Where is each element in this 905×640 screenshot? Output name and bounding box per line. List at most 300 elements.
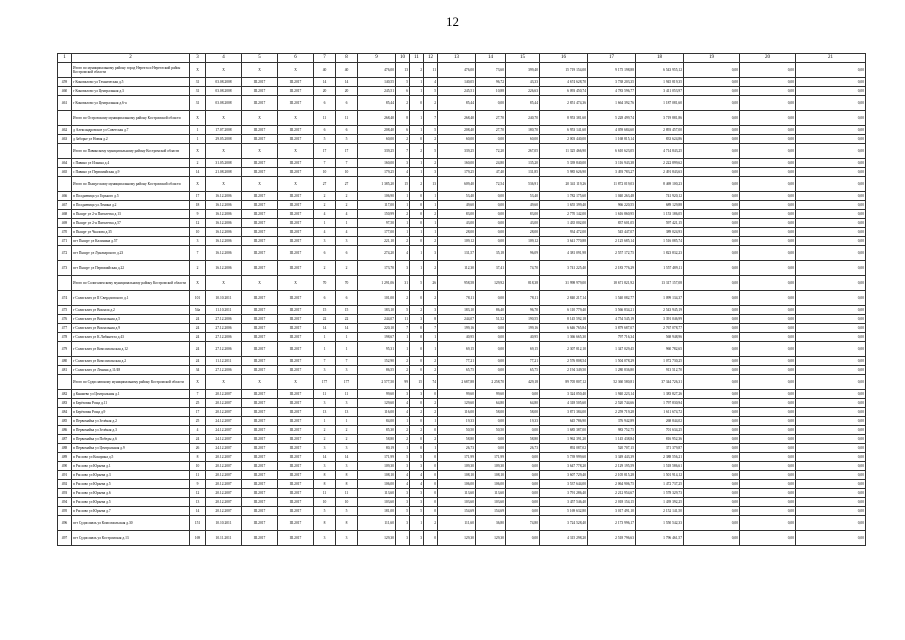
table-cell: 13 [396, 63, 410, 78]
table-cell: 2 687,88 [438, 375, 476, 390]
table-cell: 160,00 [358, 159, 396, 168]
table-cell: 50,50 [438, 426, 476, 435]
table-cell: 117,00 [358, 201, 396, 210]
table-cell: III.2017 [242, 168, 278, 177]
table-cell: 11 [314, 489, 336, 498]
table-cell: 7 [314, 159, 336, 168]
table-cell: 3 724 528,40 [540, 516, 588, 531]
table-cell: 5 [314, 507, 336, 516]
table-cell: 1 940 223,14 [588, 390, 636, 399]
table-cell: III.2017 [278, 210, 314, 219]
address-cell: п Первомайка ул Зелёная д.2 [72, 417, 190, 426]
table-body [58, 63, 866, 546]
table-cell: 96,72 [476, 78, 506, 87]
table-cell: 489 [58, 453, 72, 462]
table-cell: 497 [58, 531, 72, 546]
table-cell: 129,30 [438, 531, 476, 546]
table-cell: 0 [410, 96, 424, 111]
table-cell: 6 646 765,84 [540, 324, 588, 333]
table-cell: 24 [190, 315, 206, 324]
column-header: 19 [684, 54, 740, 63]
table-cell: 0,00 [684, 342, 740, 357]
table-cell: 0,00 [740, 453, 796, 462]
table-cell: III.2017 [242, 201, 278, 210]
table-cell: 27,70 [476, 111, 506, 126]
table-cell: 478 [58, 333, 72, 342]
table-cell: 154,69 [438, 507, 476, 516]
table-cell: 9 [190, 210, 206, 219]
table-cell: 26,73 [506, 444, 540, 453]
address-cell: г Коновалово ул Техническая д.5 [72, 78, 190, 87]
table-cell: 468 [58, 210, 72, 219]
table-cell: 3 [396, 159, 410, 168]
table-cell: 0,00 [740, 498, 796, 507]
table-cell: 0,00 [684, 462, 740, 471]
table-cell: 11 [336, 489, 358, 498]
table-cell: 4 783 596,77 [588, 87, 636, 96]
address-cell: п Полдневица ул Ленина д.2 [72, 201, 190, 210]
table-cell: X [278, 276, 314, 291]
table-cell: 536,91 [506, 177, 540, 192]
table-cell: 0,00 [684, 516, 740, 531]
table-cell: 339,25 [438, 144, 476, 159]
table-cell: 0,00 [740, 144, 796, 159]
table-cell: 2 [424, 366, 438, 375]
table-cell: 3 738 203,35 [588, 78, 636, 87]
table-cell: 3 [336, 237, 358, 246]
table-cell: X [206, 177, 242, 192]
table-cell: 483 [58, 399, 72, 408]
table-cell: 1 [336, 333, 358, 342]
table-cell: 43,00 [506, 219, 540, 228]
table-cell: 198,67 [358, 333, 396, 342]
table-row [58, 426, 866, 435]
table-cell: III.2017 [278, 192, 314, 201]
table-cell: 3 [410, 531, 424, 546]
table-cell: 0,00 [684, 192, 740, 201]
table-cell: 3 [410, 498, 424, 507]
table-cell: III.2017 [242, 78, 278, 87]
column-header: 6 [278, 54, 314, 63]
table-cell: 0,00 [740, 324, 796, 333]
table-cell: 0,00 [740, 399, 796, 408]
table-cell: 0,00 [506, 531, 540, 546]
table-cell: 226,63 [506, 87, 540, 96]
table-cell: 4 714 843,25 [636, 144, 684, 159]
table-cell: 4 674 628,70 [540, 78, 588, 87]
table-cell: 16.12.2006 [206, 261, 242, 276]
table-cell: 4 318 505,60 [540, 399, 588, 408]
table-cell: 25 [190, 417, 206, 426]
table-cell: 1 550 542,33 [636, 516, 684, 531]
table-cell: 490 [58, 462, 72, 471]
table-cell: 0,00 [796, 276, 866, 291]
table-cell: 10 [190, 228, 206, 237]
table-cell: X [278, 111, 314, 126]
table-cell: 26,73 [438, 444, 476, 453]
table-row [58, 306, 866, 315]
table-cell: X [206, 375, 242, 390]
table-row [58, 333, 866, 342]
table-cell: 2 183 776,29 [588, 261, 636, 276]
table-cell: 0 [410, 192, 424, 201]
table-cell: 0,00 [740, 219, 796, 228]
table-cell: 0 [410, 291, 424, 306]
table-cell: 27.12.2006 [206, 324, 242, 333]
table-cell: 11 [336, 390, 358, 399]
table-cell: 481 [58, 366, 72, 375]
table-cell: 20 [336, 87, 358, 96]
table-cell: 86,55 [358, 366, 396, 375]
table-cell: 0,00 [796, 453, 866, 462]
column-header: 14 [476, 54, 506, 63]
table-cell: 1 797 830,94 [636, 399, 684, 408]
table-cell: 2 018 154,15 [588, 498, 636, 507]
table-cell: 2 [396, 426, 410, 435]
address-cell: д Княжево ул Центральная д.1 [72, 390, 190, 399]
table-cell: 0 [410, 444, 424, 453]
table-cell: 15 [396, 177, 410, 192]
table-cell: 108,10 [358, 471, 396, 480]
table-cell: 2 [424, 435, 438, 444]
table-cell: 160,00 [438, 159, 476, 168]
table-cell: 0,00 [684, 126, 740, 135]
table-cell: 77,21 [438, 357, 476, 366]
table-cell: 109,12 [438, 237, 476, 246]
table-cell: 0,00 [740, 87, 796, 96]
table-cell: 7 [314, 357, 336, 366]
table-cell: 109,30 [438, 462, 476, 471]
table-cell: 2 851 474,36 [540, 96, 588, 111]
table-cell: 2 557 172,75 [588, 246, 636, 261]
table-cell: 0,00 [476, 96, 506, 111]
table-cell: 6 953 141,60 [540, 126, 588, 135]
table-cell [58, 144, 72, 159]
table-cell: 1 153 186,05 [636, 210, 684, 219]
table-cell: 0,00 [476, 435, 506, 444]
table-cell: 103,60 [476, 498, 506, 507]
table-cell: 106,00 [476, 480, 506, 489]
table-cell: X [206, 144, 242, 159]
table-cell: 0 [410, 399, 424, 408]
table-cell: 29.05.2008 [206, 135, 242, 144]
table-cell: 18 [190, 201, 206, 210]
table-cell: 85,44 [506, 96, 540, 111]
table-cell: 10 [190, 462, 206, 471]
table-cell: 2 [410, 177, 424, 192]
table-cell: 49,60 [506, 201, 540, 210]
table-cell: 14 [190, 507, 206, 516]
table-cell: 1 [314, 342, 336, 357]
table-cell: 0,00 [796, 168, 866, 177]
address-cell: д Заборье ул Новая д.2 [72, 135, 190, 144]
address-cell: п Первомайка ул Центральная д.9 [72, 444, 190, 453]
table-cell: 4 381 091,98 [540, 246, 588, 261]
table-cell: III.2017 [278, 390, 314, 399]
table-cell: 3 324 050,40 [540, 390, 588, 399]
table-cell: 1 [396, 219, 410, 228]
table-cell: 85,30 [358, 426, 396, 435]
table-cell: 1 [396, 417, 410, 426]
table-cell: 8 145 592,18 [540, 315, 588, 324]
table-cell: 3 [424, 168, 438, 177]
table-cell: 58,00 [476, 408, 506, 417]
table-cell: III.2017 [278, 342, 314, 357]
table-cell: 15 [336, 306, 358, 315]
table-cell: 24 [190, 333, 206, 342]
table-cell: 22 [336, 315, 358, 324]
address-cell: Итого по Судиславскому муниципальному району Костромской области [72, 375, 190, 390]
table-cell: 03.08.2008 [206, 87, 242, 96]
table-cell: 116,00 [438, 408, 476, 417]
table-cell: 1 664 392,76 [588, 96, 636, 111]
table-cell: 2 [424, 159, 438, 168]
table-cell: 2 [410, 408, 424, 417]
table-cell: III.2017 [278, 489, 314, 498]
table-cell: X [190, 111, 206, 126]
table-cell: 0,00 [740, 291, 796, 306]
table-cell: 0 [424, 531, 438, 546]
table-cell: 28,00 [438, 228, 476, 237]
address-cell: пгт Судиславль ул Костромская д.13 [72, 531, 190, 546]
table-cell: 177,00 [358, 228, 396, 237]
table-cell: 113,60 [358, 489, 396, 498]
table-cell: III.2017 [278, 78, 314, 87]
table-cell: 473 [58, 261, 72, 276]
table-cell: 69,15 [438, 342, 476, 357]
table-cell: 2 [410, 306, 424, 315]
table-cell: 0,00 [796, 201, 866, 210]
table-cell: III.2017 [278, 126, 314, 135]
table-cell: III.2017 [242, 453, 278, 462]
table-cell: 1 385,20 [358, 177, 396, 192]
table-cell: 1 [336, 417, 358, 426]
table-row [58, 489, 866, 498]
table-cell: 0,00 [740, 390, 796, 399]
table-cell: 0 [410, 342, 424, 357]
table-cell: 3 [396, 498, 410, 507]
subtotal-row [58, 63, 866, 78]
table-cell: X [190, 276, 206, 291]
table-row [58, 399, 866, 408]
table-cell: 3 566 834,21 [588, 306, 636, 315]
table-row [58, 417, 866, 426]
table-cell: 5 [410, 507, 424, 516]
table-cell: 2 222 899,62 [636, 159, 684, 168]
table-cell: 131,85 [506, 168, 540, 177]
table-cell: 475 [58, 306, 72, 315]
table-cell: 11 [396, 315, 410, 324]
table-cell: III.2017 [242, 237, 278, 246]
table-cell: 3 [396, 516, 410, 531]
table-cell: 6 610 623,05 [588, 144, 636, 159]
table-cell: 0,00 [796, 366, 866, 375]
table-cell: 0,00 [740, 462, 796, 471]
address-cell: п Раслово ул Юрьева д.6 [72, 489, 190, 498]
address-cell: г Солигалич ул Ленина д.11/48 [72, 366, 190, 375]
table-row [58, 168, 866, 177]
table-cell: 3 [314, 462, 336, 471]
table-cell: 701 634,25 [636, 426, 684, 435]
table-cell: 741 920,12 [636, 192, 684, 201]
table-cell: 54а [190, 306, 206, 315]
table-cell: 4 [410, 471, 424, 480]
table-cell: 1 [410, 126, 424, 135]
table-cell: 0,00 [684, 261, 740, 276]
table-cell: 459 [58, 78, 72, 87]
table-cell: 3 [314, 399, 336, 408]
table-cell: 0,00 [740, 357, 796, 366]
table-cell: 7 [336, 357, 358, 366]
table-cell: 818,38 [506, 276, 540, 291]
table-cell: III.2017 [242, 366, 278, 375]
table-cell: 487 [58, 435, 72, 444]
table-cell: 1 [410, 78, 424, 87]
table-cell: 6 [336, 246, 358, 261]
address-cell: г Солигалич ул Комсомольская д.12 [72, 342, 190, 357]
table-cell: 77,21 [506, 357, 540, 366]
table-cell: 0,00 [506, 390, 540, 399]
table-cell: III.2017 [278, 333, 314, 342]
table-cell: X [190, 144, 206, 159]
table-cell: 129,60 [438, 399, 476, 408]
address-cell: п Раслово ул Кокорина д.5 [72, 453, 190, 462]
table-cell: 221,10 [358, 237, 396, 246]
table-cell: 40 [314, 63, 336, 78]
table-cell: 1 [424, 417, 438, 426]
column-header: 20 [740, 54, 796, 63]
table-cell: 6 [314, 126, 336, 135]
table-cell: 181,00 [358, 507, 396, 516]
table-cell: 2 [314, 192, 336, 201]
table-cell: 28,00 [506, 228, 540, 237]
table-cell: 0,00 [796, 480, 866, 489]
table-cell: 31 998 979,00 [540, 276, 588, 291]
table-cell: 0,00 [684, 210, 740, 219]
address-cell: п Раслово ул Юрьева д.7 [72, 507, 190, 516]
table-cell: 36,80 [476, 516, 506, 531]
table-cell: 11.10.2011 [206, 306, 242, 315]
table-cell: 8 [314, 480, 336, 489]
table-cell: III.2017 [278, 315, 314, 324]
table-row [58, 342, 866, 357]
table-cell: III.2017 [242, 531, 278, 546]
table-cell: 4 [314, 228, 336, 237]
table-cell: 474 [58, 291, 72, 306]
table-cell: 1 [424, 333, 438, 342]
table-cell: 2 [396, 366, 410, 375]
table-cell: 2 [190, 159, 206, 168]
table-cell: 220,10 [358, 324, 396, 333]
table-cell: 2 577,50 [358, 375, 396, 390]
column-header: 18 [636, 54, 684, 63]
table-cell: 476,00 [358, 63, 396, 78]
table-cell: 0,00 [476, 444, 506, 453]
address-cell: г Коновалово ул Центральная д.6-а [72, 96, 190, 111]
table-cell: 20.12.2007 [206, 480, 242, 489]
table-cell: 5 [410, 453, 424, 462]
table-cell: 3 [410, 462, 424, 471]
address-cell: г Солигалич ул Комсомольская д.2 [72, 357, 190, 366]
table-cell: 31.05.2008 [206, 159, 242, 168]
table-cell: 60,00 [506, 135, 540, 144]
table-row [58, 435, 866, 444]
table-cell: III.2017 [242, 219, 278, 228]
table-cell: 0 [424, 480, 438, 489]
table-cell: 74 [424, 375, 438, 390]
address-cell: с Павино ул Первомайская д.9 [72, 168, 190, 177]
table-cell: III.2017 [242, 426, 278, 435]
table-cell: III.2017 [242, 399, 278, 408]
table-cell: 1 040 263,48 [588, 192, 636, 201]
table-cell: 5 739 999,60 [540, 453, 588, 462]
table-cell: 2 [396, 135, 410, 144]
table-cell: 2 [190, 261, 206, 276]
table-cell: 11 [190, 471, 206, 480]
table-cell: 274,20 [358, 246, 396, 261]
table-cell: 14 [336, 78, 358, 87]
table-cell: 2 [314, 261, 336, 276]
table-cell: 24.12.2007 [206, 435, 242, 444]
table-cell: 1 [396, 201, 410, 210]
table-cell: 0,00 [740, 111, 796, 126]
table-cell: 3 [396, 531, 410, 546]
table-cell: 17 [314, 144, 336, 159]
table-cell: 3 017 491,10 [588, 507, 636, 516]
table-cell: III.2017 [278, 417, 314, 426]
table-cell: 0,00 [684, 480, 740, 489]
table-cell: 1 439 392,25 [636, 498, 684, 507]
table-cell: 482 [58, 390, 72, 399]
table-row [58, 366, 866, 375]
table-cell: 0,00 [684, 435, 740, 444]
table-cell: 0 [410, 333, 424, 342]
table-cell [58, 276, 72, 291]
table-cell: X [278, 177, 314, 192]
table-cell: 0,00 [740, 315, 796, 324]
table-cell: 0,00 [476, 291, 506, 306]
table-cell: 2 [336, 426, 358, 435]
column-header: 1 [58, 54, 72, 63]
table-cell: 14 [336, 453, 358, 462]
table-cell: III.2017 [242, 159, 278, 168]
table-cell: 15 [314, 306, 336, 315]
address-cell: п Первомайка ул Победы д.6 [72, 435, 190, 444]
table-cell: 6 110 779,40 [540, 306, 588, 315]
table-cell: 6 [396, 87, 410, 96]
table-cell: 2 125 685,14 [588, 237, 636, 246]
table-cell: 2 [424, 408, 438, 417]
table-cell: 0,00 [740, 177, 796, 192]
table-cell: 208,40 [358, 126, 396, 135]
table-cell: 3 [314, 237, 336, 246]
table-row [58, 228, 866, 237]
table-cell: 0,00 [796, 78, 866, 87]
table-cell: 2 105 815,28 [588, 471, 636, 480]
table-cell: 0 [424, 390, 438, 399]
table-cell: III.2017 [242, 444, 278, 453]
table-cell: 0 [424, 507, 438, 516]
table-cell: X [190, 177, 206, 192]
table-cell: 2 152 141,50 [636, 507, 684, 516]
table-cell: 2 [396, 291, 410, 306]
table-cell: 83,00 [438, 210, 476, 219]
table-cell: 0,00 [684, 315, 740, 324]
table-cell: 0,00 [684, 63, 740, 78]
table-cell: 24.12.2007 [206, 444, 242, 453]
table-cell: III.2017 [278, 435, 314, 444]
table-cell: 494 [58, 498, 72, 507]
